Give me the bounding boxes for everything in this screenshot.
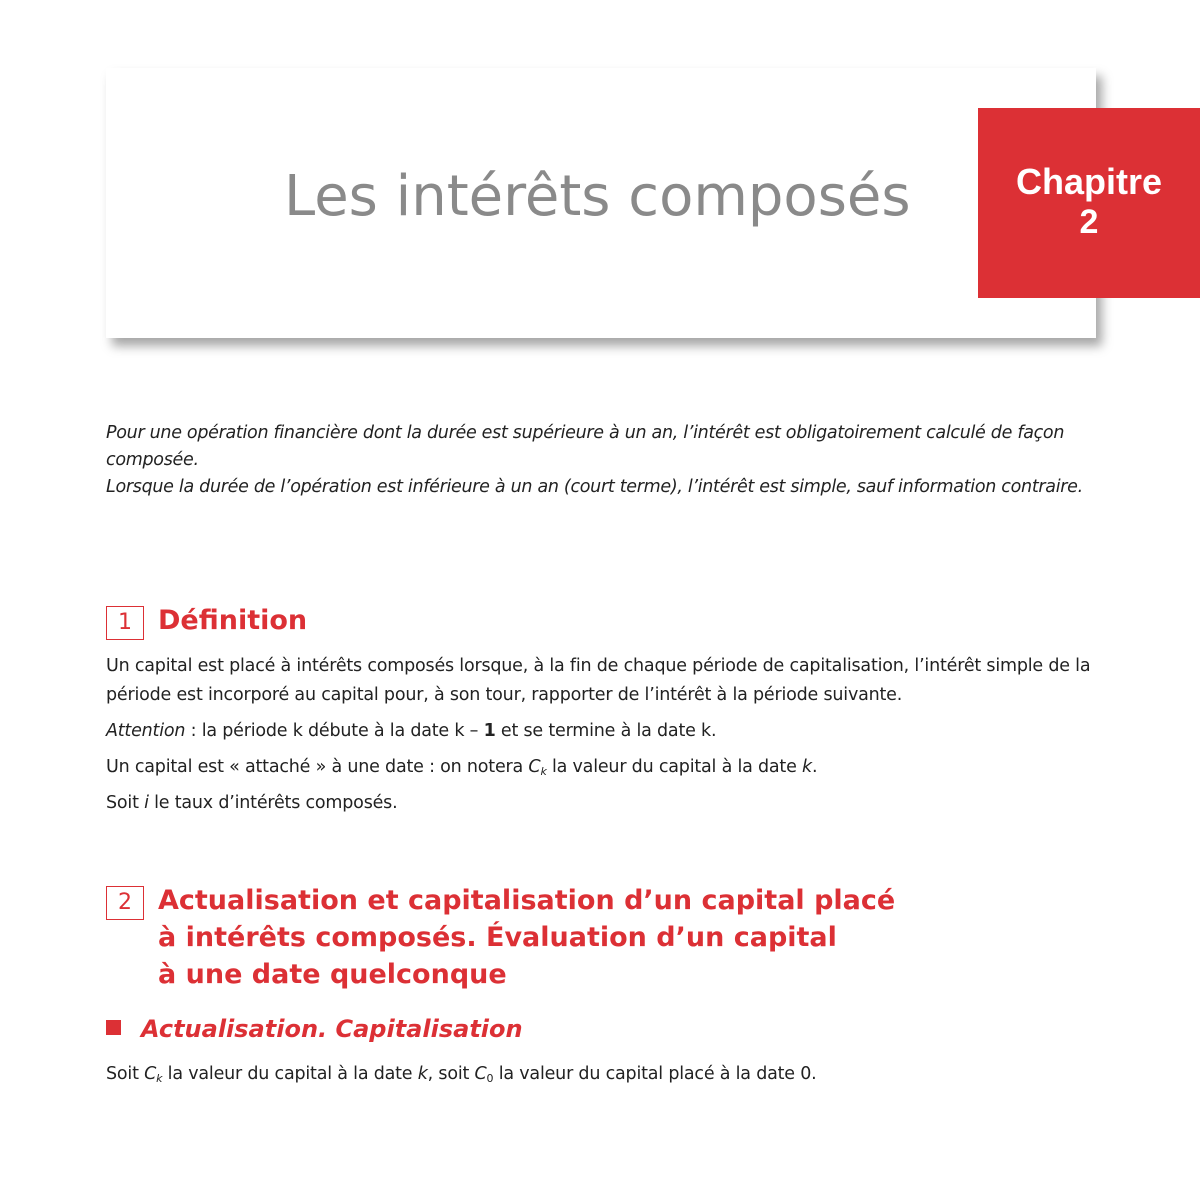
- notation-period: .: [811, 757, 818, 777]
- valuation-paragraph: [106, 1060, 1096, 1089]
- rate-var-i: i: [144, 793, 149, 813]
- valuation-var-c0: C: [474, 1064, 487, 1084]
- chapter-label: Chapitre: [1015, 161, 1163, 202]
- notation-text: Un capital est « attaché » à une date : on notera: [106, 757, 529, 777]
- valuation-text-3: , soit: [427, 1064, 475, 1084]
- valuation-var-k: k: [417, 1064, 428, 1084]
- chapter-number: 2: [1079, 203, 1099, 241]
- valuation-sub-k: k: [156, 1072, 163, 1085]
- rate-text: Soit: [106, 793, 145, 813]
- capital-notation-paragraph: [106, 753, 1096, 782]
- chapter-title: Les intérêts composés: [284, 164, 911, 229]
- section-2-title-line-3: à une date quelconque: [158, 959, 507, 990]
- subsection-heading: [106, 1012, 523, 1046]
- section-2-title-line-2: à intérêts composés. Évaluation d’un capital: [158, 922, 837, 953]
- attention-bold-one: 1: [483, 721, 496, 741]
- definition-paragraph: Un capital est placé à intérêts composés lorsque, à la fin de chaque période de capitalisation, l’intérêt simple de la période est incorporé au capital pour, à son tour, rapporter de l’intérêt à la période suivante.: [106, 656, 1091, 705]
- valuation-text-4: la valeur du capital placé à la date 0.: [493, 1064, 817, 1084]
- section-1-heading: [106, 602, 706, 642]
- square-bullet-icon: [106, 1020, 121, 1035]
- attention-label: Attention: [106, 721, 186, 741]
- rate-paragraph: [106, 789, 1096, 818]
- section-1-title: Définition: [158, 605, 308, 636]
- intro-paragraph: [106, 420, 1106, 501]
- section-2-number: 2: [106, 886, 144, 920]
- notation-sub-k: k: [540, 765, 547, 778]
- section-2-title: [158, 882, 895, 993]
- attention-text: : la période k débute à la date k –: [185, 721, 484, 741]
- intro-text-1: Pour une opération financière dont la durée est supérieure à un an, l’intérêt est obligatoirement calculé de façon composée.: [106, 423, 1065, 470]
- valuation-text-2: la valeur du capital à la date: [162, 1064, 418, 1084]
- intro-text-2: Lorsque la durée de l’opération est inférieure à un an (court terme), l’intérêt est simple, sauf information contraire.: [106, 477, 1083, 497]
- section-2-body: [106, 1060, 1096, 1089]
- section-1-body: [106, 652, 1096, 818]
- attention-paragraph: [106, 717, 1096, 746]
- subsection-title: Actualisation. Capitalisation: [141, 1015, 523, 1043]
- valuation-sub-0: 0: [486, 1072, 494, 1085]
- section-1-number: 1: [106, 606, 144, 640]
- notation-text-2: la valeur du capital à la date: [546, 757, 803, 777]
- notation-var-k: k: [802, 757, 812, 777]
- attention-text-end: et se termine à la date k.: [495, 721, 717, 741]
- notation-var-c: C: [528, 757, 541, 777]
- section-2-heading: [106, 882, 1106, 1002]
- rate-text-2: le taux d’intérêts composés.: [148, 793, 398, 813]
- section-2-title-line-1: Actualisation et capitalisation d’un capital placé: [158, 885, 896, 916]
- valuation-var-c: C: [144, 1064, 157, 1084]
- valuation-text: Soit: [106, 1064, 145, 1084]
- chapter-badge: [978, 108, 1200, 298]
